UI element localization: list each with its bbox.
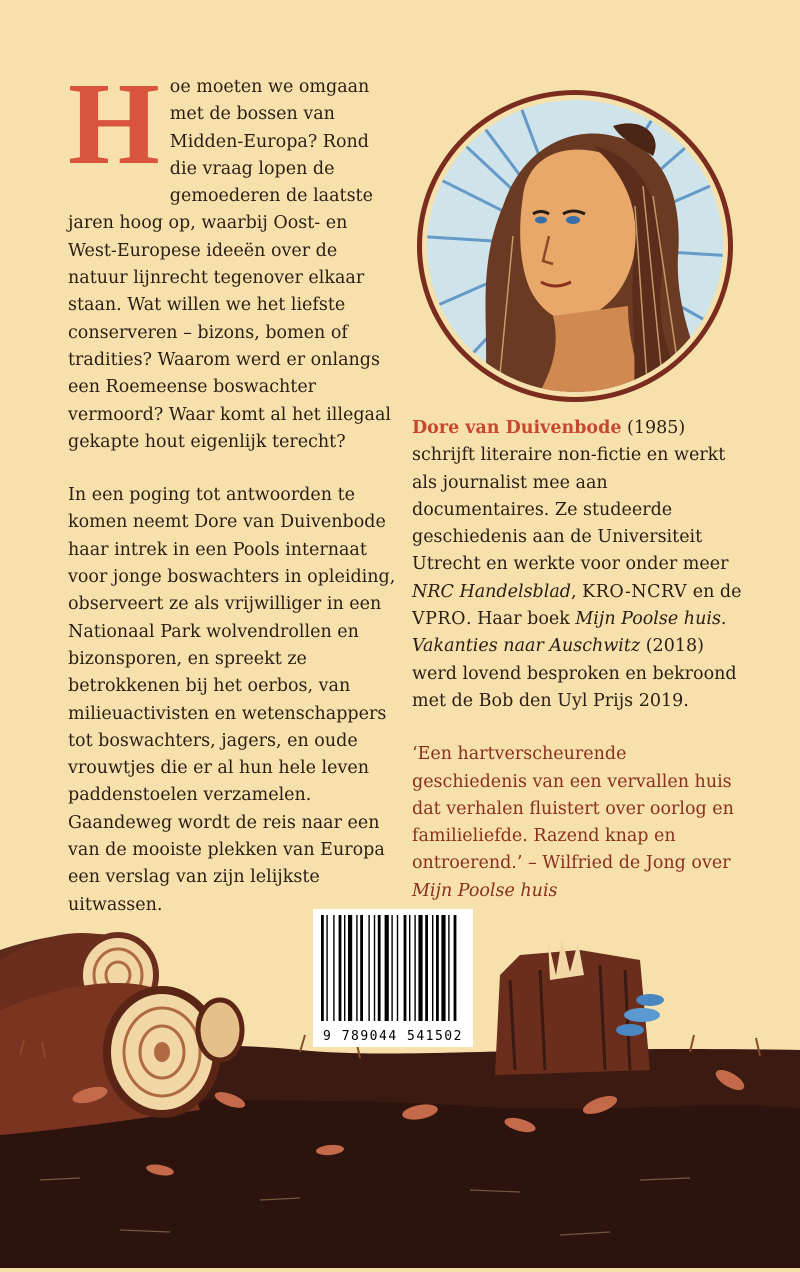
barcode-bar bbox=[344, 915, 345, 1021]
barcode-bar bbox=[356, 915, 357, 1021]
barcode-bar bbox=[432, 915, 433, 1021]
barcode-bar bbox=[409, 915, 410, 1021]
log-2 bbox=[0, 983, 217, 1135]
barcode-bar bbox=[404, 915, 407, 1021]
bio-nrc: NRC Handelsblad bbox=[412, 581, 571, 602]
portrait-illustration bbox=[413, 86, 737, 404]
bio-kro: KRO-NCRV bbox=[582, 581, 688, 602]
blurb-column bbox=[68, 58, 398, 945]
barcode-bar bbox=[333, 915, 334, 1021]
barcode-bar bbox=[348, 915, 352, 1021]
bio-book-title: Mijn Poolse huis. Vakanties naar Auschwitz bbox=[412, 609, 727, 657]
bio-text-4: . Haar boek bbox=[465, 609, 576, 630]
barcode-bar bbox=[360, 915, 363, 1021]
barcode bbox=[313, 909, 473, 1047]
portrait-svg bbox=[413, 86, 737, 404]
author-column bbox=[412, 415, 742, 931]
blurb-paragraph-1: oe moeten we omgaan met de bossen van Midden-Europa? Rond die vraag lopen de gemoederen de laatste jaren hoog op, waarbij Oost- en West-Europese ideeën over de natuur lijnrecht tegenover elkaar staan. Wat willen we het liefste conserveren – bizons, bomen of tradities? Waarom werd er onlangs een Roemeense boswachter vermoord? Waar komt al het illegaal gekapte hout eigenlijk terecht? bbox=[68, 77, 392, 452]
drop-cap: H bbox=[68, 58, 160, 189]
barcode-bar bbox=[385, 915, 389, 1021]
bio-text-3: en de bbox=[687, 581, 742, 602]
author-bio bbox=[412, 415, 742, 715]
barcode-bar bbox=[321, 915, 324, 1021]
bio-text-1: (1985) schrijft literaire non-fictie en werkt als journalist mee aan documentaires. Ze studeerde geschiedenis aan de Universiteit Utrecht en werkte voor onder meer bbox=[412, 418, 729, 575]
bio-vpro: VPRO bbox=[412, 609, 466, 630]
barcode-bar bbox=[397, 915, 398, 1021]
barcode-bar bbox=[441, 915, 445, 1021]
tree-stump bbox=[495, 938, 664, 1075]
barcode-bar bbox=[378, 915, 381, 1021]
barcode-bar bbox=[339, 915, 342, 1021]
blurb-paragraph-2: In een poging tot antwoorden te komen neemt Dore van Duivenbode haar intrek in een Pools internaat voor jonge boswachters in opleiding, observeert ze als vrijwilliger in een Nationaal Park wolvendrollen en bizonsporen, en spreekt ze betrokkenen bij het oerbos, van milieuactivisten en wetenschappers tot boswachters, jagers, en oude vrouwtjes die er al hun hele leven paddenstoelen verzamelen. Gaandeweg wordt de reis naar een van de mooiste plekken van Europa een verslag van zijn lelijkste uitwassen. bbox=[68, 485, 396, 915]
barcode-bar bbox=[448, 915, 449, 1021]
barcode-bar bbox=[368, 915, 369, 1021]
barcode-number: 9 789044 541502 bbox=[323, 1029, 463, 1044]
bio-text-5: (2018) werd lovend besproken en bekroond met de Bob den Uyl Prijs 2019. bbox=[412, 636, 737, 711]
quote-text: ‘Een hartverscheurende geschiedenis van een vervallen huis dat verhalen fluistert over oorlog en familieliefde. Razend knap en ontroerend.’ – Wilfried de Jong over bbox=[412, 744, 734, 874]
barcode-bar bbox=[414, 915, 415, 1021]
barcode-bar bbox=[374, 915, 375, 1021]
barcode-bars bbox=[313, 909, 473, 1027]
barcode-bar bbox=[436, 915, 439, 1021]
bio-text-2: , bbox=[570, 581, 583, 602]
author-name: Dore van Duivenbode bbox=[412, 418, 622, 438]
barcode-bar bbox=[454, 915, 457, 1021]
barcode-bar bbox=[391, 915, 392, 1021]
barcode-bar bbox=[425, 915, 428, 1021]
barcode-bar bbox=[326, 915, 327, 1021]
barcode-bar bbox=[418, 915, 422, 1021]
quote-book-title: Mijn Poolse huis bbox=[412, 880, 558, 901]
